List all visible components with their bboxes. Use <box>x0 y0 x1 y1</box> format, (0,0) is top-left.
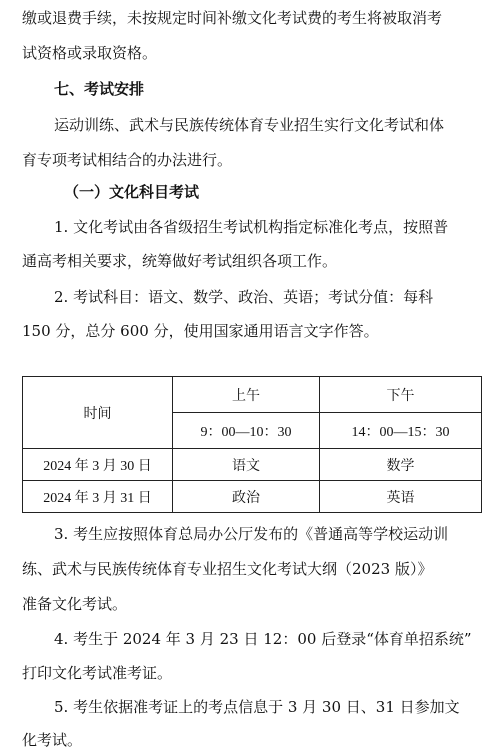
pm-header-cell: 下午 <box>320 377 482 413</box>
paragraph-line: 育专项考试相结合的办法进行。 <box>22 151 233 169</box>
am-subject-cell: 政治 <box>173 481 320 513</box>
paragraph-line: 化考试。 <box>22 731 83 749</box>
table-row <box>23 449 482 481</box>
table-row <box>23 481 482 513</box>
paragraph-line: 1. 文化考试由各省级招生考试机构指定标准化考点，按照普 <box>54 218 449 236</box>
date-cell: 2024 年 3 月 30 日 <box>23 449 173 481</box>
section-heading: 七、考试安排 <box>54 80 145 98</box>
paragraph-line: 5. 考生依据准考证上的考点信息于 3 月 30 日、31 日参加文 <box>54 698 460 716</box>
paragraph-line: 练、武术与民族传统体育专业招生文化考试大纲（2023 版）》 <box>22 560 433 578</box>
pm-subject-cell: 数学 <box>320 449 482 481</box>
am-subject-cell: 语文 <box>173 449 320 481</box>
paragraph-line: 4. 考生于 2024 年 3 月 23 日 12：00 后登录“体育单招系统” <box>54 630 472 648</box>
paragraph-line: 通高考相关要求，统筹做好考试组织各项工作。 <box>22 252 338 270</box>
am-time-cell: 9：00—10：30 <box>173 413 320 449</box>
date-cell: 2024 年 3 月 31 日 <box>23 481 173 513</box>
subsection-heading: （一）文化科目考试 <box>64 183 200 201</box>
pm-time-cell: 14：00—15：30 <box>320 413 482 449</box>
paragraph-line: 3. 考生应按照体育总局办公厅发布的《普通高等学校运动训 <box>54 525 449 543</box>
paragraph-line: 运动训练、武术与民族传统体育专业招生实行文化考试和体 <box>54 116 445 134</box>
paragraph-line: 试资格或录取资格。 <box>22 44 158 62</box>
schedule-table <box>22 376 482 513</box>
am-header-cell: 上午 <box>173 377 320 413</box>
pm-subject-cell: 英语 <box>320 481 482 513</box>
paragraph-line: 准备文化考试。 <box>22 595 128 613</box>
paragraph-line: 缴或退费手续，未按规定时间补缴文化考试费的考生将被取消考 <box>22 9 443 27</box>
time-header-cell: 时间 <box>23 377 173 449</box>
paragraph-line: 150 分，总分 600 分，使用国家通用语言文字作答。 <box>22 322 379 340</box>
paragraph-line: 打印文化考试准考证。 <box>22 664 173 682</box>
paragraph-line: 2. 考试科目：语文、数学、政治、英语；考试分值：每科 <box>54 288 434 306</box>
